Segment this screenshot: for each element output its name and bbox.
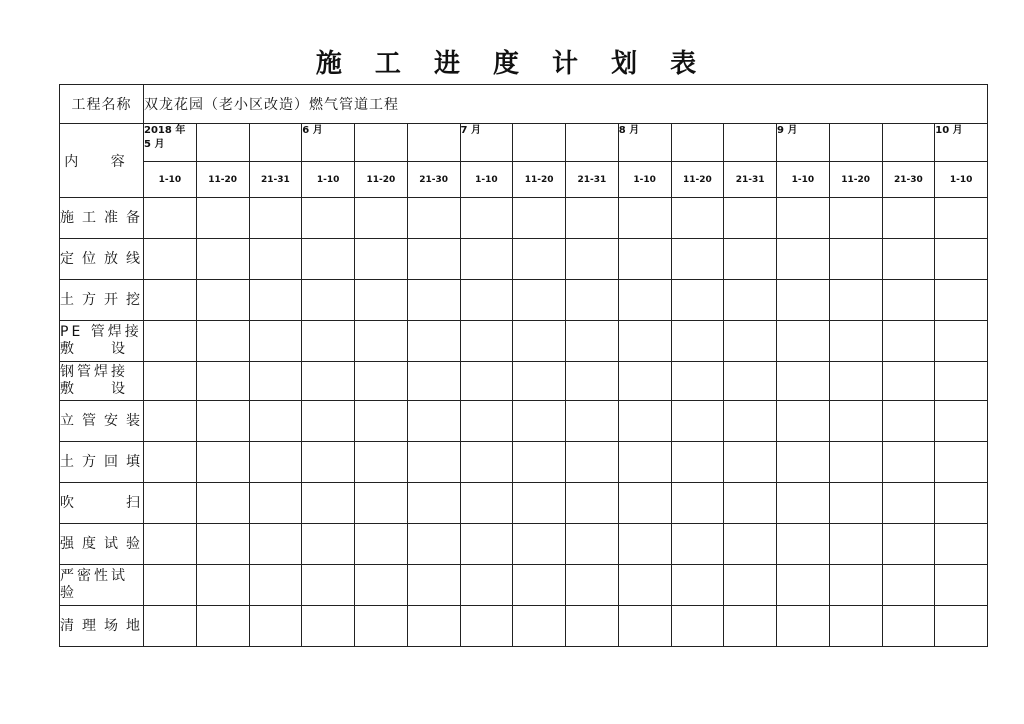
schedule-cell: [618, 606, 671, 647]
date-range-cell: 1-10: [460, 162, 513, 198]
schedule-cell: [671, 362, 724, 401]
schedule-cell: [829, 524, 882, 565]
schedule-cell: [935, 524, 988, 565]
schedule-cell: [671, 321, 724, 362]
schedule-cell: [407, 401, 460, 442]
schedule-cell: [196, 362, 249, 401]
schedule-cell: [671, 565, 724, 606]
schedule-cell: [460, 321, 513, 362]
schedule-cell: [249, 401, 302, 442]
date-range-cell: 1-10: [618, 162, 671, 198]
schedule-cell: [302, 606, 355, 647]
schedule-cell: [882, 280, 935, 321]
schedule-cell: [882, 198, 935, 239]
schedule-cell: [935, 280, 988, 321]
schedule-cell: [777, 239, 830, 280]
schedule-cell: [355, 524, 408, 565]
schedule-cell: [196, 524, 249, 565]
schedule-cell: [829, 606, 882, 647]
schedule-cell: [618, 321, 671, 362]
month-header-cell: 7 月: [460, 124, 513, 162]
schedule-cell: [829, 565, 882, 606]
schedule-cell: [144, 401, 197, 442]
schedule-cell: [144, 198, 197, 239]
schedule-cell: [302, 442, 355, 483]
schedule-cell: [144, 362, 197, 401]
schedule-cell: [829, 362, 882, 401]
schedule-cell: [460, 198, 513, 239]
schedule-cell: [566, 239, 619, 280]
task-row: [60, 198, 988, 239]
schedule-cell: [144, 239, 197, 280]
schedule-cell: [249, 606, 302, 647]
month-header-cell: [724, 124, 777, 162]
task-row: [60, 442, 988, 483]
schedule-cell: [460, 401, 513, 442]
date-range-cell: 21-30: [882, 162, 935, 198]
schedule-cell: [355, 606, 408, 647]
task-label-line: 土方回填: [60, 453, 143, 470]
month-header-cell: 2018 年 5 月: [144, 124, 197, 162]
schedule-cell: [671, 280, 724, 321]
task-row: [60, 565, 988, 606]
schedule-cell: [777, 565, 830, 606]
task-label: [60, 362, 144, 401]
schedule-cell: [196, 280, 249, 321]
task-row: [60, 239, 988, 280]
schedule-cell: [935, 362, 988, 401]
task-label-line: PE 管焊接: [60, 324, 142, 340]
task-label-line: 清理场地: [60, 617, 143, 634]
schedule-cell: [513, 362, 566, 401]
schedule-cell: [196, 198, 249, 239]
task-label-line: 敷 设: [60, 341, 128, 357]
schedule-cell: [196, 606, 249, 647]
schedule-cell: [355, 321, 408, 362]
schedule-cell: [249, 442, 302, 483]
schedule-cell: [724, 280, 777, 321]
schedule-cell: [407, 524, 460, 565]
schedule-cell: [724, 565, 777, 606]
schedule-cell: [829, 483, 882, 524]
schedule-cell: [513, 239, 566, 280]
month-header-cell: 8 月: [618, 124, 671, 162]
month-header-cell: [829, 124, 882, 162]
month-header-cell: [882, 124, 935, 162]
schedule-cell: [566, 606, 619, 647]
schedule-cell: [566, 198, 619, 239]
task-label: [60, 442, 144, 483]
schedule-cell: [460, 239, 513, 280]
schedule-cell: [724, 606, 777, 647]
month-header-cell: 6 月: [302, 124, 355, 162]
month-header-cell: 10 月: [935, 124, 988, 162]
schedule-cell: [407, 280, 460, 321]
schedule-cell: [460, 362, 513, 401]
schedule-cell: [935, 442, 988, 483]
task-label-line: 敷 设: [60, 381, 128, 397]
schedule-cell: [513, 442, 566, 483]
schedule-cell: [618, 362, 671, 401]
schedule-cell: [407, 239, 460, 280]
schedule-cell: [882, 362, 935, 401]
schedule-cell: [513, 401, 566, 442]
schedule-cell: [671, 524, 724, 565]
range-header-row: [60, 162, 988, 198]
schedule-cell: [882, 239, 935, 280]
task-label: [60, 321, 144, 362]
task-label: [60, 524, 144, 565]
schedule-cell: [829, 442, 882, 483]
task-label: [60, 606, 144, 647]
schedule-cell: [460, 524, 513, 565]
schedule-cell: [724, 483, 777, 524]
task-row: [60, 362, 988, 401]
date-range-cell: 11-20: [355, 162, 408, 198]
project-row: [60, 85, 988, 124]
schedule-cell: [302, 483, 355, 524]
schedule-cell: [882, 321, 935, 362]
schedule-cell: [513, 565, 566, 606]
month-header-cell: [355, 124, 408, 162]
schedule-cell: [196, 565, 249, 606]
schedule-cell: [249, 524, 302, 565]
date-range-cell: 1-10: [935, 162, 988, 198]
schedule-cell: [302, 401, 355, 442]
date-range-cell: 11-20: [513, 162, 566, 198]
schedule-cell: [935, 606, 988, 647]
schedule-cell: [618, 239, 671, 280]
schedule-cell: [671, 442, 724, 483]
schedule-cell: [144, 280, 197, 321]
schedule-cell: [513, 280, 566, 321]
task-label-line: 严密性试: [60, 568, 128, 584]
task-label-line: 钢管焊接: [60, 364, 128, 380]
schedule-cell: [460, 565, 513, 606]
schedule-cell: [671, 483, 724, 524]
month-header-cell: 9 月: [777, 124, 830, 162]
task-row: [60, 280, 988, 321]
schedule-cell: [724, 239, 777, 280]
schedule-cell: [196, 483, 249, 524]
schedule-cell: [618, 442, 671, 483]
schedule-cell: [513, 606, 566, 647]
schedule-cell: [355, 565, 408, 606]
task-label-line: 定位放线: [60, 250, 143, 267]
date-range-cell: 1-10: [302, 162, 355, 198]
schedule-cell: [882, 606, 935, 647]
schedule-cell: [618, 280, 671, 321]
schedule-cell: [513, 483, 566, 524]
task-label: [60, 198, 144, 239]
schedule-cell: [407, 565, 460, 606]
schedule-cell: [777, 442, 830, 483]
schedule-cell: [407, 483, 460, 524]
schedule-cell: [935, 565, 988, 606]
task-label: [60, 239, 144, 280]
schedule-cell: [513, 198, 566, 239]
schedule-cell: [302, 280, 355, 321]
schedule-cell: [566, 401, 619, 442]
schedule-cell: [724, 321, 777, 362]
schedule-cell: [671, 606, 724, 647]
schedule-cell: [777, 321, 830, 362]
month-header-cell: [196, 124, 249, 162]
schedule-cell: [777, 606, 830, 647]
schedule-cell: [777, 362, 830, 401]
task-label: [60, 483, 144, 524]
schedule-cell: [777, 401, 830, 442]
schedule-cell: [144, 524, 197, 565]
schedule-cell: [829, 321, 882, 362]
month-header-cell: [566, 124, 619, 162]
schedule-cell: [302, 321, 355, 362]
schedule-cell: [460, 483, 513, 524]
schedule-cell: [460, 442, 513, 483]
month-header-cell: [249, 124, 302, 162]
task-label: [60, 565, 144, 606]
schedule-cell: [724, 401, 777, 442]
schedule-cell: [882, 565, 935, 606]
schedule-cell: [935, 239, 988, 280]
schedule-cell: [460, 280, 513, 321]
task-label: [60, 280, 144, 321]
schedule-cell: [671, 401, 724, 442]
schedule-cell: [249, 239, 302, 280]
task-label-line: 施工准备: [60, 209, 143, 226]
schedule-cell: [777, 483, 830, 524]
schedule-cell: [249, 362, 302, 401]
schedule-cell: [566, 442, 619, 483]
schedule-cell: [407, 321, 460, 362]
schedule-cell: [618, 524, 671, 565]
task-label-line: 土方开挖: [60, 291, 143, 308]
content-label: 内 容: [60, 124, 144, 198]
schedule-cell: [196, 239, 249, 280]
schedule-cell: [355, 442, 408, 483]
schedule-cell: [566, 565, 619, 606]
schedule-cell: [144, 442, 197, 483]
task-row: [60, 483, 988, 524]
schedule-cell: [829, 280, 882, 321]
schedule-cell: [249, 280, 302, 321]
schedule-cell: [249, 198, 302, 239]
schedule-table: [59, 84, 988, 647]
task-row: [60, 321, 988, 362]
task-row: [60, 401, 988, 442]
date-range-cell: 11-20: [671, 162, 724, 198]
schedule-cell: [196, 321, 249, 362]
schedule-cell: [460, 606, 513, 647]
schedule-cell: [777, 524, 830, 565]
schedule-cell: [249, 565, 302, 606]
schedule-cell: [355, 239, 408, 280]
task-label-line: 强度试验: [60, 535, 143, 552]
month-header-cell: [407, 124, 460, 162]
schedule-cell: [882, 442, 935, 483]
month-header-cell: [671, 124, 724, 162]
schedule-cell: [618, 401, 671, 442]
schedule-cell: [513, 524, 566, 565]
schedule-cell: [566, 524, 619, 565]
date-range-cell: 1-10: [144, 162, 197, 198]
schedule-cell: [829, 198, 882, 239]
date-range-cell: 21-30: [407, 162, 460, 198]
schedule-cell: [144, 321, 197, 362]
schedule-cell: [196, 442, 249, 483]
schedule-cell: [935, 321, 988, 362]
schedule-cell: [566, 483, 619, 524]
schedule-cell: [249, 321, 302, 362]
schedule-cell: [302, 362, 355, 401]
schedule-cell: [407, 362, 460, 401]
schedule-cell: [355, 280, 408, 321]
schedule-cell: [777, 280, 830, 321]
schedule-cell: [355, 362, 408, 401]
schedule-cell: [566, 362, 619, 401]
schedule-cell: [724, 524, 777, 565]
date-range-cell: 21-31: [566, 162, 619, 198]
schedule-cell: [566, 321, 619, 362]
schedule-cell: [302, 198, 355, 239]
date-range-cell: 1-10: [777, 162, 830, 198]
date-range-cell: 11-20: [196, 162, 249, 198]
task-label-line: 立管安装: [60, 412, 143, 429]
schedule-cell: [407, 198, 460, 239]
schedule-cell: [355, 401, 408, 442]
schedule-cell: [724, 362, 777, 401]
schedule-cell: [249, 483, 302, 524]
schedule-cell: [355, 198, 408, 239]
schedule-cell: [724, 442, 777, 483]
task-label: [60, 401, 144, 442]
task-row: [60, 606, 988, 647]
date-range-cell: 21-31: [724, 162, 777, 198]
schedule-cell: [196, 401, 249, 442]
date-range-cell: 11-20: [829, 162, 882, 198]
schedule-cell: [882, 401, 935, 442]
schedule-cell: [355, 483, 408, 524]
schedule-cell: [302, 239, 355, 280]
month-header-cell: [513, 124, 566, 162]
page-title: 施 工 进 度 计 划 表: [315, 49, 709, 79]
schedule-cell: [882, 524, 935, 565]
date-range-cell: 21-31: [249, 162, 302, 198]
schedule-cell: [144, 606, 197, 647]
task-label-line: 验: [60, 585, 77, 601]
schedule-cell: [618, 198, 671, 239]
task-label-line: 吹 扫: [60, 494, 143, 511]
schedule-cell: [566, 280, 619, 321]
task-row: [60, 524, 988, 565]
schedule-cell: [302, 565, 355, 606]
schedule-cell: [407, 442, 460, 483]
project-name-label: 工程名称: [60, 85, 144, 124]
project-name-value: 双龙花园（老小区改造）燃气管道工程: [144, 85, 988, 124]
schedule-cell: [724, 198, 777, 239]
schedule-cell: [302, 524, 355, 565]
schedule-cell: [618, 565, 671, 606]
schedule-cell: [829, 239, 882, 280]
schedule-cell: [407, 606, 460, 647]
schedule-cell: [671, 198, 724, 239]
schedule-cell: [935, 198, 988, 239]
schedule-cell: [935, 483, 988, 524]
month-header-row: [60, 124, 988, 162]
schedule-cell: [618, 483, 671, 524]
schedule-cell: [882, 483, 935, 524]
schedule-cell: [777, 198, 830, 239]
schedule-cell: [513, 321, 566, 362]
schedule-cell: [671, 239, 724, 280]
schedule-cell: [935, 401, 988, 442]
schedule-cell: [829, 401, 882, 442]
schedule-cell: [144, 565, 197, 606]
schedule-cell: [144, 483, 197, 524]
